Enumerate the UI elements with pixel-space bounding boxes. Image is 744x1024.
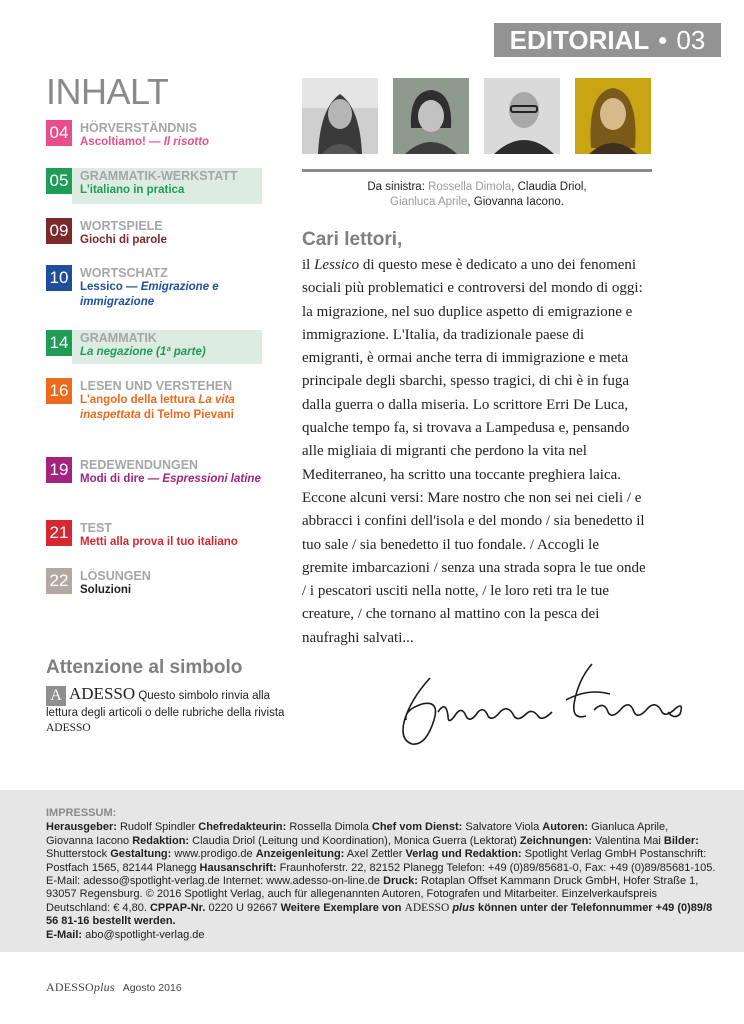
impressum-content — [46, 807, 716, 942]
toc-title — [80, 280, 262, 310]
toc-title-part: di Telmo Pievani — [140, 409, 234, 421]
toc-title-part: Modi di dire — — [80, 473, 163, 485]
impressum-value: Claudia Driol (Leitung und Koordination), Monica Guerra (Lektorat) — [189, 834, 520, 847]
impressum-label: Hausanschrift: — [199, 861, 277, 874]
impressum-value: Rossella Dimola — [286, 821, 372, 834]
caption-name-1: Rossella Dimola — [428, 181, 512, 193]
toc-title — [80, 583, 262, 598]
toc-item[interactable] — [46, 168, 262, 204]
toc-section: WORTSPIELE — [80, 219, 163, 233]
caption-sep-1: , — [511, 181, 518, 193]
impressum-value: Salvatore Viola — [462, 821, 543, 834]
section-label: EDITORIAL — [509, 25, 649, 55]
impressum-label: Druck: — [383, 875, 418, 888]
photo-gianluca-aprile — [484, 78, 560, 154]
impressum-value: 0220 U 92667 — [205, 901, 281, 914]
photo-rossella-dimola — [302, 78, 378, 154]
toc-page-number: 21 — [46, 520, 72, 546]
impressum-label: Herausgeber: — [46, 821, 117, 834]
impressum-value: Rotaplan Offset Kammann Druck GmbH, Hofer Straße 1, 93057 Regensburg. © 2016 Spotlight Verlag, auch für allegenannten Autoren, Fotografen und Mitarbeiter. Einzelverkaufspreis Deutschland: € 4,80. — [46, 875, 699, 914]
impressum-more-rest: können unter der Telefonnummer +49 (0)89/8 56 81-16 bestellt werden. — [46, 901, 713, 928]
toc-item-text — [80, 266, 262, 310]
inhalt-title: INHALT — [46, 71, 169, 112]
impressum-value: Rudolf Spindler — [116, 821, 199, 834]
adesso-word-small: ADESSO — [46, 722, 91, 734]
impressum-label: Gestaltung: — [110, 848, 172, 861]
toc-item[interactable] — [46, 520, 262, 554]
impressum-label: CPPAP-Nr. — [149, 901, 206, 914]
toc-section: LESEN UND VERSTEHEN — [80, 379, 233, 393]
caption-sep-3: , — [467, 196, 474, 208]
toc-title-part: Lessico — — [80, 281, 141, 293]
page-footer — [46, 980, 182, 995]
impressum-email-value[interactable]: abo@spotlight-verlag.de — [82, 928, 205, 941]
footer-brand-suffix: plus — [93, 980, 115, 994]
impressum-title: IMPRESSUM: — [46, 807, 117, 819]
toc-section: LÖSUNGEN — [80, 569, 151, 583]
adesso-word: ADESSO — [69, 684, 136, 703]
section-separator: • — [658, 25, 668, 55]
impressum-value: Axel Zettler — [344, 848, 406, 861]
toc-section: WORTSCHATZ — [80, 266, 168, 280]
toc-title-part: L'italiano in pratica — [80, 184, 185, 196]
attention-text — [46, 686, 286, 736]
impressum-value: Fraunhoferstr. 22, 82152 Planegg Telefon: +49 (0)89/85681-0, Fax: +49 (0)89/85681-105. E-Mail: adesso@spotlight-verlag.de Internet: www.adesso-on-line.de — [46, 861, 716, 888]
impressum-value: Shutterstock — [46, 848, 111, 861]
toc-title — [80, 345, 262, 360]
photo-caption — [302, 180, 652, 210]
toc-section: HÖRVERSTÄNDNIS — [80, 121, 198, 135]
toc-page-number: 22 — [46, 568, 72, 594]
section-badge — [494, 23, 721, 57]
attention-heading: Attenzione al simbolo — [46, 657, 243, 678]
caption-sep-2: , — [583, 181, 587, 193]
photo-claudia-driol — [393, 78, 469, 154]
toc-page-number: 19 — [46, 457, 72, 483]
photo-divider — [302, 169, 652, 172]
impressum-label: Redaktion: — [132, 834, 190, 847]
toc-page-number: 16 — [46, 378, 72, 404]
toc-page-number: 04 — [46, 120, 72, 146]
toc-item-text — [80, 331, 262, 360]
toc-title — [80, 135, 262, 150]
impressum-entries — [46, 821, 715, 913]
toc-title-part: La vita inaspettata — [80, 394, 235, 421]
toc-title-part: L'angolo della lettura — [80, 394, 199, 406]
toc-item-text — [80, 169, 262, 198]
impressum-value: Gianluca Aprile, Giovanna Iacono — [46, 821, 669, 847]
impressum-label: Autoren: — [542, 821, 589, 834]
toc-page-number: 10 — [46, 265, 72, 291]
toc-item[interactable] — [46, 457, 262, 505]
toc-section: GRAMMATIK-WERKSTATT — [80, 169, 238, 183]
editorial-body-start: il — [302, 257, 315, 273]
toc-item-text — [80, 569, 262, 598]
impressum-value: Valentina Mai — [591, 834, 664, 847]
editorial-body — [302, 254, 647, 650]
impressum-more-brand: ADESSO — [404, 901, 450, 914]
impressum-box — [0, 790, 744, 952]
toc-item[interactable] — [46, 568, 262, 600]
toc-section: TEST — [80, 521, 112, 535]
toc-page-number: 05 — [46, 168, 72, 194]
impressum-label: Chef vom Dienst: — [371, 821, 463, 834]
photo-giovanna-iacono — [575, 78, 651, 154]
caption-name-2: Claudia Driol — [517, 181, 584, 193]
toc-item[interactable] — [46, 218, 262, 250]
toc-title — [80, 233, 262, 248]
toc-section: GRAMMATIK — [80, 331, 157, 345]
toc-title-part: Il risotto — [163, 136, 210, 148]
page-number: 03 — [676, 25, 706, 55]
toc-item[interactable] — [46, 265, 262, 313]
toc-page-number: 14 — [46, 330, 72, 356]
toc-title-part: Giochi di parole — [80, 234, 167, 246]
impressum-value: www.prodigo.de — [171, 848, 256, 861]
author-photos — [302, 78, 652, 156]
footer-brand — [46, 980, 115, 994]
impressum-value: Spotlight Verlag GmbH Postanschrift: Postfach 1565, 82144 Planegg — [46, 848, 707, 874]
toc-title-part: Espressioni latine — [162, 473, 261, 485]
impressum-label: Zeichnungen: — [519, 834, 592, 847]
toc-title — [80, 393, 262, 423]
toc-title-part: Soluzioni — [80, 584, 132, 596]
caption-name-3: Gianluca Aprile — [390, 196, 468, 208]
impressum-label: Chefredakteurin: — [198, 821, 287, 834]
toc-title-part: La negazione (1ª parte) — [80, 346, 206, 358]
toc-section: REDEWENDUNGEN — [80, 458, 199, 472]
toc-page-number: 09 — [46, 218, 72, 244]
toc-title-part: Metti alla prova il tuo italiano — [80, 536, 238, 548]
caption-name-4: Giovanna Iacono — [473, 196, 561, 208]
toc-item[interactable] — [46, 330, 262, 364]
signature-image — [382, 660, 692, 755]
toc-title-part: Ascoltiamo! — — [80, 136, 164, 148]
editorial-body-italic: Lessico — [314, 257, 360, 273]
toc-item-text — [80, 121, 262, 150]
toc-title-part: Emigrazione e immigrazione — [80, 281, 219, 308]
toc-item-text — [80, 458, 262, 487]
toc-item-text — [80, 219, 262, 248]
caption-prefix: Da sinistra: — [367, 181, 429, 193]
toc-item-text — [80, 379, 262, 423]
toc-item-text — [80, 521, 262, 550]
impressum-more-plus: plus — [449, 901, 475, 914]
impressum-label: Bilder: — [663, 834, 699, 847]
caption-end: . — [560, 196, 564, 208]
impressum-more-label: Weitere Exemplare von — [280, 901, 405, 914]
footer-date: Agosto 2016 — [122, 982, 182, 994]
toc-title — [80, 535, 262, 550]
toc-item[interactable] — [46, 378, 262, 442]
footer-brand-name: ADESSO — [46, 980, 94, 994]
impressum-body — [46, 821, 716, 942]
toc-title — [80, 472, 262, 487]
editorial-body-rest: di questo mese è dedicato a uno dei fenomeni sociali più problematici e controversi del mondo di oggi: la migrazione, nel suo duplice aspetto di emigrazione e immigrazione. L'Italia, da tradizionale paese di emigranti, è ormai anche terra di immigrazione e meta principale degli sbarchi, spesso tragici, di chi è in fuga dalla guerra o dalla miseria. Lo scrittore Erri De Luca, qualche tempo fa, si trovava a Lampedusa e, pensando alle migliaia di migranti che perdono la vita nel Mediterraneo, ha scritto una toccante preghiera laica. Eccone alcuni versi: Mare nostro che non sei nei cieli / e abbracci i confini dell'isola e del mondo / sia benedetto il tuo sale / sia benedetto il tuo fondale. / Accogli le gremite imbarcazioni / senza una strada sopra le tue onde / i pescatori usciti nella notte, / le loro reti tra le tue creature, / che tornano al mattino con la pesca dei naufraghi salvati... — [302, 257, 646, 646]
editorial-greeting: Cari lettori, — [302, 229, 403, 250]
toc-title — [80, 183, 262, 198]
impressum-label: Verlag und Redaktion: — [405, 848, 522, 861]
toc-item[interactable] — [46, 120, 262, 152]
adesso-symbol-icon: A — [46, 686, 66, 706]
attention-description: Questo simbolo rinvia alla lettura degli articoli o delle rubriche della rivista — [46, 690, 285, 719]
impressum-email-label: E-Mail: — [46, 928, 83, 941]
impressum-label: Anzeigenleitung: — [255, 848, 345, 861]
